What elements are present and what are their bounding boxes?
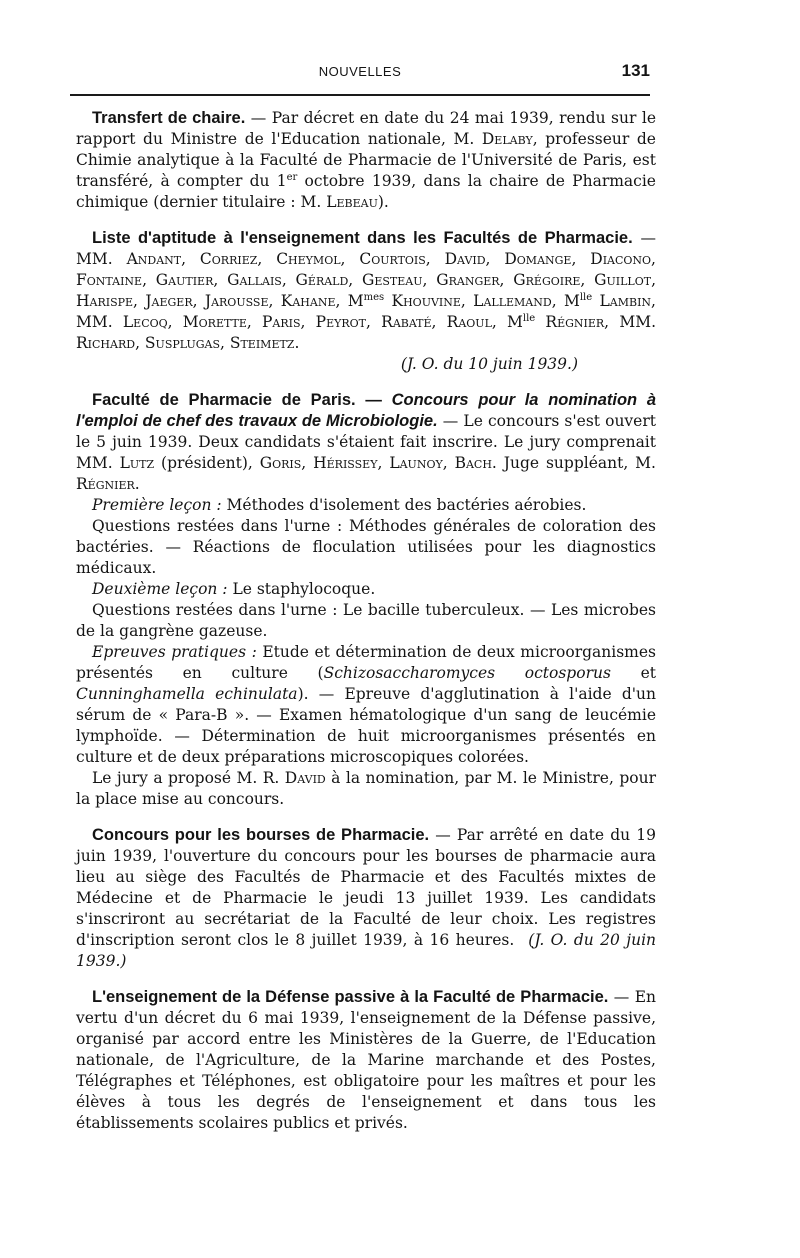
paragraph — [76, 390, 656, 495]
text: Méthodes d'isolement des bactéries aérobies. — [221, 496, 587, 514]
lecon-label: Première leçon : — [92, 496, 222, 514]
text: — Par décret en date du 24 mai 1939, rendu sur le rapport du Ministre de l'Education nationale, M. — [76, 109, 656, 148]
paragraph — [76, 108, 656, 213]
text: à la nomination, par M. le Ministre, pour la place mise au concours. — [76, 769, 656, 808]
running-title: NOUVELLES — [318, 64, 402, 79]
text: MM. — [76, 313, 123, 331]
text: MM. — [609, 313, 656, 331]
paragraph-lecon-2 — [76, 579, 656, 600]
paragraph-lecon-1 — [76, 495, 656, 516]
section-transfert-de-chaire — [76, 108, 656, 213]
name-list: Richard, Susplugas, Steimetz. — [76, 334, 300, 352]
name-list: Khouvine, Lallemand, — [384, 292, 557, 310]
section-heading: L'enseignement de la Défense passive à la Faculté de Pharmacie. — [92, 988, 609, 1006]
section-heading: Faculté de Pharmacie de Paris. — [92, 391, 356, 409]
superscript: er — [286, 171, 298, 183]
section-liste-aptitude — [76, 228, 656, 375]
page-content — [76, 108, 656, 1149]
name-list: Lecoq, Morette, Paris, Peyrot, Rabaté, Raoul, — [122, 313, 497, 331]
person-name: Lutz — [119, 454, 155, 472]
epreuves-label: Epreuves pratiques : — [92, 643, 257, 661]
text: Le staphylocoque. — [227, 580, 376, 598]
text: , professeur de Chimie analytique à la Faculté de Pharmacie de l'Université de Paris, est transféré, à compter du 1 — [76, 130, 656, 190]
page-header — [70, 62, 650, 88]
dash: — — [355, 391, 392, 409]
journal-reference: (J. O. du 10 juin 1939.) — [400, 355, 578, 373]
paragraph-questions-1 — [76, 516, 656, 579]
journal-reference: (J. O. du 20 juin 1939.) — [76, 931, 657, 970]
text: Questions restées dans l'urne : Le bacille tuberculeux. — Les microbes de la gangrène gazeuse. — [76, 601, 656, 640]
text: octobre 1939, dans la chaire de Pharmacie chimique (dernier titulaire : M. — [76, 172, 656, 211]
section-heading: Transfert de chaire. — [92, 109, 246, 127]
text: et — [610, 664, 656, 682]
superscript: mes — [363, 291, 385, 303]
text: — En vertu d'un décret du 6 mai 1939, l'enseignement de la Défense passive, organisé par accord entre les Ministères de la Guerre, de l'Education nationale, de l'Agriculture, de la Marine marchande et des Postes, Télégraphes et Téléphones, est obligatoire pour les maîtres et pour les élèves à tous les degrés de l'enseignement et dans tous les établissements scolaires publics et privés. — [76, 988, 657, 1132]
name-list: Goris, Hérissey, Launoy, Bach. — [259, 454, 497, 472]
name-list: Régnier, — [535, 313, 610, 331]
text: M — [556, 292, 580, 310]
species-name: Schizosaccharomyces octosporus — [323, 664, 611, 682]
paragraph — [76, 825, 656, 972]
text: — MM. — [76, 229, 656, 268]
name-list: Andant, Corriez, Cheymol, Courtois, David, Domange, Diacono, Fontaine, Gautier, Gallais, Gérald, Gesteau, Granger, Grégoire, Guillot, Harispe, Jaeger, Jarousse, Kahane, — [76, 250, 656, 310]
page-number: 131 — [621, 61, 650, 80]
text: M — [496, 313, 523, 331]
superscript: lle — [522, 312, 536, 324]
person-name: Régnier. — [76, 475, 140, 493]
text: ). — [377, 193, 389, 211]
section-heading: Concours pour les bourses de Pharmacie. — [92, 826, 430, 844]
section-faculte-paris — [76, 390, 656, 810]
text: Etude et détermination de deux microorganismes présentés en culture ( — [76, 643, 656, 682]
text: — Le concours s'est ouvert le 5 juin 1939. Deux candidats s'étaient fait inscrire. Le jury comprenait MM. — [76, 412, 656, 472]
text: M — [340, 292, 364, 310]
section-bourses — [76, 825, 656, 972]
section-subheading: Concours pour la nomination à l'emploi de chef des travaux de Microbiologie. — [76, 391, 657, 430]
person-name: David — [284, 769, 326, 787]
paragraph — [76, 987, 656, 1134]
text: — Par arrêté en date du 19 juin 1939, l'ouverture du concours pour les bourses de pharmacie aura lieu au siège des Facultés de Pharmacie et des Facultés mixtes de Médecine et de Pharmacie le jeudi 13 juillet 1939. Les candidats s'inscriront au secrétariat de la Faculté de leur choix. Les registres d'inscription seront clos le 8 juillet 1939, à 16 heures. — [76, 826, 656, 949]
text: ). — Epreuve d'agglutination à l'aide d'un sérum de « Para-B ». — Examen hématologique d'un sang de leucémie lymphoïde. — Détermination de huit microorganismes présentés en culture et de deux préparations microscopiques colorées. — [76, 685, 656, 766]
text: (président), — [154, 454, 260, 472]
person-name: Lebeau — [326, 193, 378, 211]
name-list: Lambin, — [592, 292, 656, 310]
paragraph-questions-2 — [76, 600, 656, 642]
lecon-label: Deuxième leçon : — [92, 580, 228, 598]
paragraph — [76, 228, 656, 354]
species-name: Cunninghamella echinulata — [76, 685, 298, 703]
superscript: lle — [579, 291, 593, 303]
section-defense-passive — [76, 987, 656, 1134]
person-name: Delaby — [481, 130, 533, 148]
text: Questions restées dans l'urne : Méthodes générales de coloration des bactéries. — Réactions de floculation utilisées pour les diagnostics médicaux. — [76, 517, 656, 577]
paragraph-epreuves — [76, 642, 656, 768]
text: Juge suppléant, M. — [496, 454, 656, 472]
header-rule — [70, 94, 650, 96]
paragraph-proposition — [76, 768, 656, 810]
section-heading: Liste d'aptitude à l'enseignement dans les Facultés de Pharmacie. — [92, 229, 633, 247]
text: Le jury a proposé M. R. — [92, 769, 285, 787]
